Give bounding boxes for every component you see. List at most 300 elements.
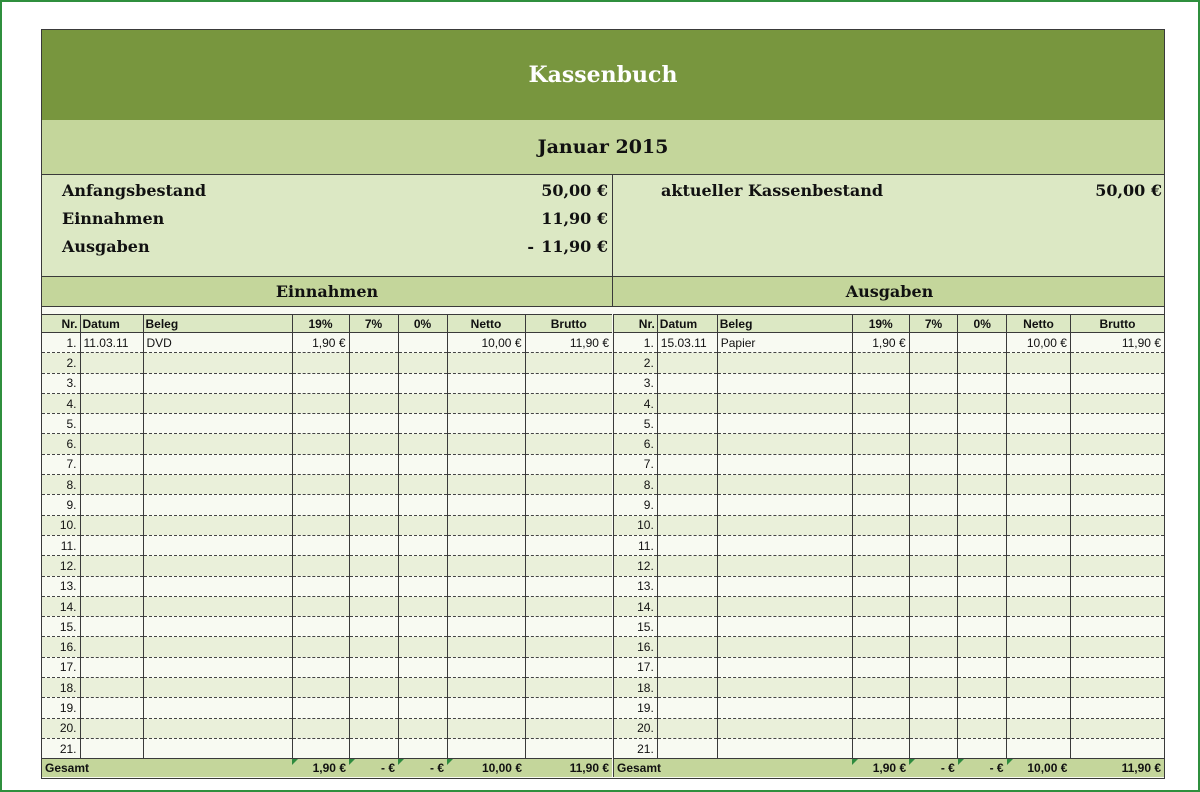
cell-0[interactable]	[958, 333, 1007, 353]
cell-brutto[interactable]	[525, 434, 612, 454]
cell-beleg[interactable]	[717, 678, 852, 698]
cell-netto[interactable]	[447, 353, 525, 373]
cell-beleg[interactable]	[717, 556, 852, 576]
cell-7[interactable]	[909, 333, 958, 353]
cell-7[interactable]	[349, 637, 398, 657]
cell-19[interactable]	[852, 678, 909, 698]
cell-netto[interactable]	[1007, 475, 1071, 495]
cell-netto[interactable]	[1007, 617, 1071, 637]
cell-7[interactable]	[909, 718, 958, 738]
cell-netto[interactable]	[1007, 353, 1071, 373]
cell-netto[interactable]	[447, 414, 525, 434]
cell-beleg[interactable]	[143, 454, 292, 474]
cell-beleg[interactable]	[717, 596, 852, 616]
cell-19[interactable]	[852, 738, 909, 758]
cell-brutto[interactable]	[1070, 475, 1164, 495]
cell-datum[interactable]	[80, 454, 143, 474]
cell-0[interactable]	[958, 454, 1007, 474]
cell-19[interactable]	[852, 698, 909, 718]
cell-7[interactable]	[909, 353, 958, 373]
cell-19[interactable]	[292, 353, 349, 373]
ausgaben-value[interactable]: 11,90 €	[541, 237, 608, 256]
total-19[interactable]: 1,90 €	[852, 759, 909, 778]
cell-7[interactable]	[909, 373, 958, 393]
cell-0[interactable]	[398, 637, 447, 657]
cell-0[interactable]	[398, 556, 447, 576]
cell-7[interactable]	[349, 617, 398, 637]
cell-0[interactable]	[958, 393, 1007, 413]
cell-19[interactable]	[292, 678, 349, 698]
cell-netto[interactable]	[447, 373, 525, 393]
cell-netto[interactable]	[1007, 738, 1071, 758]
cell-datum[interactable]	[80, 515, 143, 535]
cell-0[interactable]	[958, 657, 1007, 677]
cell-brutto[interactable]	[525, 454, 612, 474]
cell-19[interactable]	[292, 718, 349, 738]
cell-19[interactable]	[292, 434, 349, 454]
cell-0[interactable]	[398, 495, 447, 515]
total-brutto[interactable]: 11,90 €	[525, 759, 612, 778]
cell-netto[interactable]	[1007, 393, 1071, 413]
cell-0[interactable]	[958, 576, 1007, 596]
cell-datum[interactable]	[657, 373, 717, 393]
cell-beleg[interactable]	[143, 637, 292, 657]
cell-netto[interactable]	[447, 535, 525, 555]
cell-datum[interactable]	[80, 393, 143, 413]
cell-0[interactable]	[958, 678, 1007, 698]
cell-19[interactable]	[292, 596, 349, 616]
cell-datum[interactable]	[657, 698, 717, 718]
cell-netto[interactable]	[447, 596, 525, 616]
cell-datum[interactable]	[80, 556, 143, 576]
cell-netto[interactable]: 10,00 €	[447, 333, 525, 353]
cell-7[interactable]	[909, 738, 958, 758]
cell-19[interactable]	[292, 454, 349, 474]
cell-0[interactable]	[958, 475, 1007, 495]
cell-brutto[interactable]	[1070, 698, 1164, 718]
cell-brutto[interactable]	[525, 718, 612, 738]
cell-0[interactable]	[958, 596, 1007, 616]
cell-19[interactable]	[852, 434, 909, 454]
cell-brutto[interactable]	[525, 698, 612, 718]
cell-beleg[interactable]	[717, 454, 852, 474]
cell-19[interactable]	[292, 414, 349, 434]
cell-7[interactable]	[909, 657, 958, 677]
cell-brutto[interactable]	[525, 637, 612, 657]
cell-beleg[interactable]	[143, 738, 292, 758]
cell-7[interactable]	[909, 678, 958, 698]
cell-0[interactable]	[398, 393, 447, 413]
cell-netto[interactable]: 10,00 €	[1007, 333, 1071, 353]
cell-19[interactable]	[852, 454, 909, 474]
cell-7[interactable]	[349, 535, 398, 555]
cell-7[interactable]	[349, 333, 398, 353]
cell-7[interactable]	[909, 414, 958, 434]
cell-datum[interactable]	[657, 637, 717, 657]
cell-19[interactable]	[852, 556, 909, 576]
cell-7[interactable]	[349, 678, 398, 698]
anfang-value[interactable]: 50,00 €	[541, 181, 608, 200]
cell-datum[interactable]	[80, 475, 143, 495]
cell-0[interactable]	[398, 475, 447, 495]
cell-0[interactable]	[958, 515, 1007, 535]
cell-netto[interactable]	[1007, 698, 1071, 718]
cell-7[interactable]	[349, 698, 398, 718]
cell-19[interactable]	[852, 475, 909, 495]
cell-19[interactable]	[292, 576, 349, 596]
cell-brutto[interactable]	[525, 596, 612, 616]
cell-beleg[interactable]	[717, 657, 852, 677]
cell-19[interactable]	[852, 353, 909, 373]
cell-beleg[interactable]	[717, 414, 852, 434]
cell-datum[interactable]	[80, 373, 143, 393]
cell-beleg[interactable]	[143, 617, 292, 637]
cell-19[interactable]	[292, 475, 349, 495]
cell-brutto[interactable]	[525, 617, 612, 637]
cell-19[interactable]	[292, 738, 349, 758]
total-7[interactable]: - €	[349, 759, 398, 778]
cell-datum[interactable]	[657, 475, 717, 495]
cell-datum[interactable]	[657, 353, 717, 373]
cell-datum[interactable]	[657, 617, 717, 637]
cell-0[interactable]	[398, 576, 447, 596]
cell-19[interactable]	[292, 698, 349, 718]
cell-brutto[interactable]	[1070, 535, 1164, 555]
cell-datum[interactable]	[657, 515, 717, 535]
cell-0[interactable]	[958, 556, 1007, 576]
cell-netto[interactable]	[447, 678, 525, 698]
cell-beleg[interactable]	[143, 698, 292, 718]
cell-0[interactable]	[958, 718, 1007, 738]
cell-datum[interactable]	[80, 576, 143, 596]
cell-beleg[interactable]	[143, 393, 292, 413]
cell-19[interactable]	[852, 657, 909, 677]
cell-datum[interactable]	[80, 657, 143, 677]
cell-brutto[interactable]	[1070, 678, 1164, 698]
cell-netto[interactable]	[1007, 414, 1071, 434]
cell-netto[interactable]	[1007, 434, 1071, 454]
cell-beleg[interactable]	[143, 475, 292, 495]
cell-datum[interactable]	[657, 738, 717, 758]
cell-brutto[interactable]	[1070, 353, 1164, 373]
cell-brutto[interactable]	[1070, 393, 1164, 413]
cell-7[interactable]	[909, 475, 958, 495]
cell-brutto[interactable]	[1070, 515, 1164, 535]
cell-7[interactable]	[349, 596, 398, 616]
cell-19[interactable]: 1,90 €	[852, 333, 909, 353]
cell-19[interactable]	[852, 535, 909, 555]
cell-19[interactable]	[292, 535, 349, 555]
cell-datum[interactable]	[80, 353, 143, 373]
cell-7[interactable]	[909, 576, 958, 596]
cell-0[interactable]	[958, 535, 1007, 555]
cell-beleg[interactable]	[143, 718, 292, 738]
cell-7[interactable]	[909, 535, 958, 555]
cell-beleg[interactable]	[143, 576, 292, 596]
cell-brutto[interactable]	[1070, 718, 1164, 738]
cell-netto[interactable]	[447, 738, 525, 758]
cell-0[interactable]	[958, 353, 1007, 373]
cell-brutto[interactable]	[525, 373, 612, 393]
cell-0[interactable]	[398, 353, 447, 373]
cell-19[interactable]: 1,90 €	[292, 333, 349, 353]
total-netto[interactable]: 10,00 €	[1007, 759, 1071, 778]
cell-19[interactable]	[852, 617, 909, 637]
cell-19[interactable]	[852, 495, 909, 515]
cell-0[interactable]	[398, 678, 447, 698]
cell-beleg[interactable]	[717, 515, 852, 535]
cell-7[interactable]	[349, 434, 398, 454]
cell-0[interactable]	[958, 637, 1007, 657]
cell-7[interactable]	[349, 373, 398, 393]
cell-datum[interactable]: 11.03.11	[80, 333, 143, 353]
cell-beleg[interactable]	[143, 414, 292, 434]
cell-brutto[interactable]	[1070, 556, 1164, 576]
cell-beleg[interactable]	[717, 353, 852, 373]
cell-brutto[interactable]	[1070, 495, 1164, 515]
cell-netto[interactable]	[1007, 515, 1071, 535]
cell-7[interactable]	[349, 515, 398, 535]
cell-beleg[interactable]	[143, 434, 292, 454]
cell-netto[interactable]	[1007, 596, 1071, 616]
cell-19[interactable]	[852, 637, 909, 657]
cell-7[interactable]	[349, 495, 398, 515]
cell-netto[interactable]	[1007, 556, 1071, 576]
total-brutto[interactable]: 11,90 €	[1070, 759, 1164, 778]
cell-datum[interactable]	[80, 698, 143, 718]
cell-19[interactable]	[852, 576, 909, 596]
cell-netto[interactable]	[447, 617, 525, 637]
cell-brutto[interactable]	[525, 475, 612, 495]
cell-0[interactable]	[398, 698, 447, 718]
cell-datum[interactable]	[657, 596, 717, 616]
cell-datum[interactable]	[80, 535, 143, 555]
cell-datum[interactable]	[657, 454, 717, 474]
cell-brutto[interactable]	[525, 515, 612, 535]
cell-7[interactable]	[349, 576, 398, 596]
cell-beleg[interactable]	[717, 535, 852, 555]
cell-netto[interactable]	[447, 454, 525, 474]
cell-netto[interactable]	[447, 718, 525, 738]
cell-7[interactable]	[909, 495, 958, 515]
cell-7[interactable]	[349, 738, 398, 758]
cell-19[interactable]	[852, 393, 909, 413]
cell-7[interactable]	[349, 718, 398, 738]
cell-netto[interactable]	[447, 637, 525, 657]
total-0[interactable]: - €	[958, 759, 1007, 778]
cell-brutto[interactable]: 11,90 €	[525, 333, 612, 353]
cell-datum[interactable]	[80, 617, 143, 637]
cell-0[interactable]	[398, 515, 447, 535]
cell-7[interactable]	[909, 393, 958, 413]
cell-beleg[interactable]	[143, 535, 292, 555]
cell-19[interactable]	[292, 393, 349, 413]
cell-0[interactable]	[398, 617, 447, 637]
cell-datum[interactable]	[80, 434, 143, 454]
cell-datum[interactable]	[80, 738, 143, 758]
cell-0[interactable]	[398, 373, 447, 393]
cell-brutto[interactable]	[1070, 414, 1164, 434]
cell-7[interactable]	[909, 454, 958, 474]
cell-0[interactable]	[398, 596, 447, 616]
cell-brutto[interactable]	[525, 414, 612, 434]
cell-datum[interactable]	[80, 495, 143, 515]
cell-netto[interactable]	[1007, 678, 1071, 698]
cell-beleg[interactable]	[717, 617, 852, 637]
cell-0[interactable]	[958, 738, 1007, 758]
total-7[interactable]: - €	[909, 759, 958, 778]
total-19[interactable]: 1,90 €	[292, 759, 349, 778]
cell-beleg[interactable]	[717, 738, 852, 758]
cell-7[interactable]	[349, 657, 398, 677]
cell-19[interactable]	[292, 657, 349, 677]
cell-beleg[interactable]	[717, 637, 852, 657]
cell-7[interactable]	[349, 475, 398, 495]
cell-brutto[interactable]: 11,90 €	[1070, 333, 1164, 353]
kasse-value[interactable]: 50,00 €	[1095, 181, 1162, 200]
cell-7[interactable]	[909, 556, 958, 576]
cell-brutto[interactable]	[1070, 576, 1164, 596]
cell-brutto[interactable]	[525, 556, 612, 576]
cell-datum[interactable]	[657, 576, 717, 596]
cell-brutto[interactable]	[525, 495, 612, 515]
cell-brutto[interactable]	[525, 576, 612, 596]
cell-0[interactable]	[398, 414, 447, 434]
cell-brutto[interactable]	[1070, 596, 1164, 616]
cell-datum[interactable]	[657, 678, 717, 698]
cell-7[interactable]	[909, 698, 958, 718]
cell-0[interactable]	[958, 414, 1007, 434]
cell-19[interactable]	[292, 556, 349, 576]
cell-beleg[interactable]: DVD	[143, 333, 292, 353]
cell-beleg[interactable]	[143, 556, 292, 576]
cell-0[interactable]	[398, 657, 447, 677]
cell-0[interactable]	[398, 738, 447, 758]
cell-datum[interactable]	[657, 535, 717, 555]
cell-brutto[interactable]	[525, 353, 612, 373]
cell-0[interactable]	[398, 535, 447, 555]
cell-netto[interactable]	[447, 434, 525, 454]
einnahmen-value[interactable]: 11,90 €	[541, 209, 608, 228]
cell-netto[interactable]	[447, 576, 525, 596]
cell-netto[interactable]	[447, 495, 525, 515]
cell-beleg[interactable]	[717, 718, 852, 738]
cell-19[interactable]	[852, 718, 909, 738]
cell-7[interactable]	[349, 556, 398, 576]
cell-netto[interactable]	[1007, 495, 1071, 515]
cell-datum[interactable]	[80, 678, 143, 698]
cell-brutto[interactable]	[525, 535, 612, 555]
cell-netto[interactable]	[447, 515, 525, 535]
cell-netto[interactable]	[1007, 576, 1071, 596]
cell-brutto[interactable]	[525, 678, 612, 698]
cell-netto[interactable]	[1007, 535, 1071, 555]
cell-0[interactable]	[958, 698, 1007, 718]
cell-datum[interactable]	[80, 414, 143, 434]
cell-netto[interactable]	[447, 556, 525, 576]
cell-0[interactable]	[398, 718, 447, 738]
cell-brutto[interactable]	[1070, 434, 1164, 454]
cell-beleg[interactable]	[717, 698, 852, 718]
cell-datum[interactable]	[80, 718, 143, 738]
cell-beleg[interactable]	[717, 475, 852, 495]
cell-brutto[interactable]	[1070, 657, 1164, 677]
cell-datum[interactable]	[657, 393, 717, 413]
cell-netto[interactable]	[1007, 637, 1071, 657]
cell-7[interactable]	[909, 515, 958, 535]
cell-19[interactable]	[292, 495, 349, 515]
cell-beleg[interactable]	[143, 678, 292, 698]
total-netto[interactable]: 10,00 €	[447, 759, 525, 778]
cell-0[interactable]	[398, 333, 447, 353]
cell-datum[interactable]	[657, 556, 717, 576]
cell-beleg[interactable]	[143, 596, 292, 616]
cell-brutto[interactable]	[525, 657, 612, 677]
cell-0[interactable]	[958, 373, 1007, 393]
cell-brutto[interactable]	[1070, 454, 1164, 474]
cell-beleg[interactable]	[143, 373, 292, 393]
cell-7[interactable]	[349, 414, 398, 434]
cell-beleg[interactable]	[717, 393, 852, 413]
cell-19[interactable]	[852, 414, 909, 434]
cell-beleg[interactable]	[717, 576, 852, 596]
cell-beleg[interactable]	[717, 373, 852, 393]
cell-7[interactable]	[349, 353, 398, 373]
cell-beleg[interactable]	[143, 515, 292, 535]
cell-7[interactable]	[909, 637, 958, 657]
cell-datum[interactable]	[657, 414, 717, 434]
cell-datum[interactable]: 15.03.11	[657, 333, 717, 353]
cell-beleg[interactable]	[143, 495, 292, 515]
cell-netto[interactable]	[1007, 718, 1071, 738]
cell-netto[interactable]	[447, 698, 525, 718]
cell-beleg[interactable]: Papier	[717, 333, 852, 353]
cell-netto[interactable]	[447, 657, 525, 677]
cell-19[interactable]	[292, 637, 349, 657]
cell-19[interactable]	[852, 596, 909, 616]
cell-7[interactable]	[909, 434, 958, 454]
cell-datum[interactable]	[657, 657, 717, 677]
cell-beleg[interactable]	[717, 434, 852, 454]
total-0[interactable]: - €	[398, 759, 447, 778]
cell-7[interactable]	[349, 454, 398, 474]
cell-netto[interactable]	[1007, 657, 1071, 677]
cell-datum[interactable]	[657, 718, 717, 738]
cell-brutto[interactable]	[1070, 617, 1164, 637]
cell-netto[interactable]	[1007, 373, 1071, 393]
cell-brutto[interactable]	[525, 738, 612, 758]
cell-0[interactable]	[958, 617, 1007, 637]
cell-7[interactable]	[909, 617, 958, 637]
cell-19[interactable]	[292, 373, 349, 393]
cell-19[interactable]	[292, 515, 349, 535]
cell-0[interactable]	[398, 454, 447, 474]
cell-brutto[interactable]	[1070, 738, 1164, 758]
cell-0[interactable]	[958, 495, 1007, 515]
cell-19[interactable]	[852, 515, 909, 535]
cell-brutto[interactable]	[1070, 373, 1164, 393]
cell-datum[interactable]	[80, 596, 143, 616]
cell-19[interactable]	[292, 617, 349, 637]
cell-19[interactable]	[852, 373, 909, 393]
cell-beleg[interactable]	[143, 353, 292, 373]
cell-datum[interactable]	[657, 434, 717, 454]
cell-beleg[interactable]	[143, 657, 292, 677]
cell-netto[interactable]	[1007, 454, 1071, 474]
cell-7[interactable]	[349, 393, 398, 413]
cell-datum[interactable]	[657, 495, 717, 515]
cell-beleg[interactable]	[717, 495, 852, 515]
